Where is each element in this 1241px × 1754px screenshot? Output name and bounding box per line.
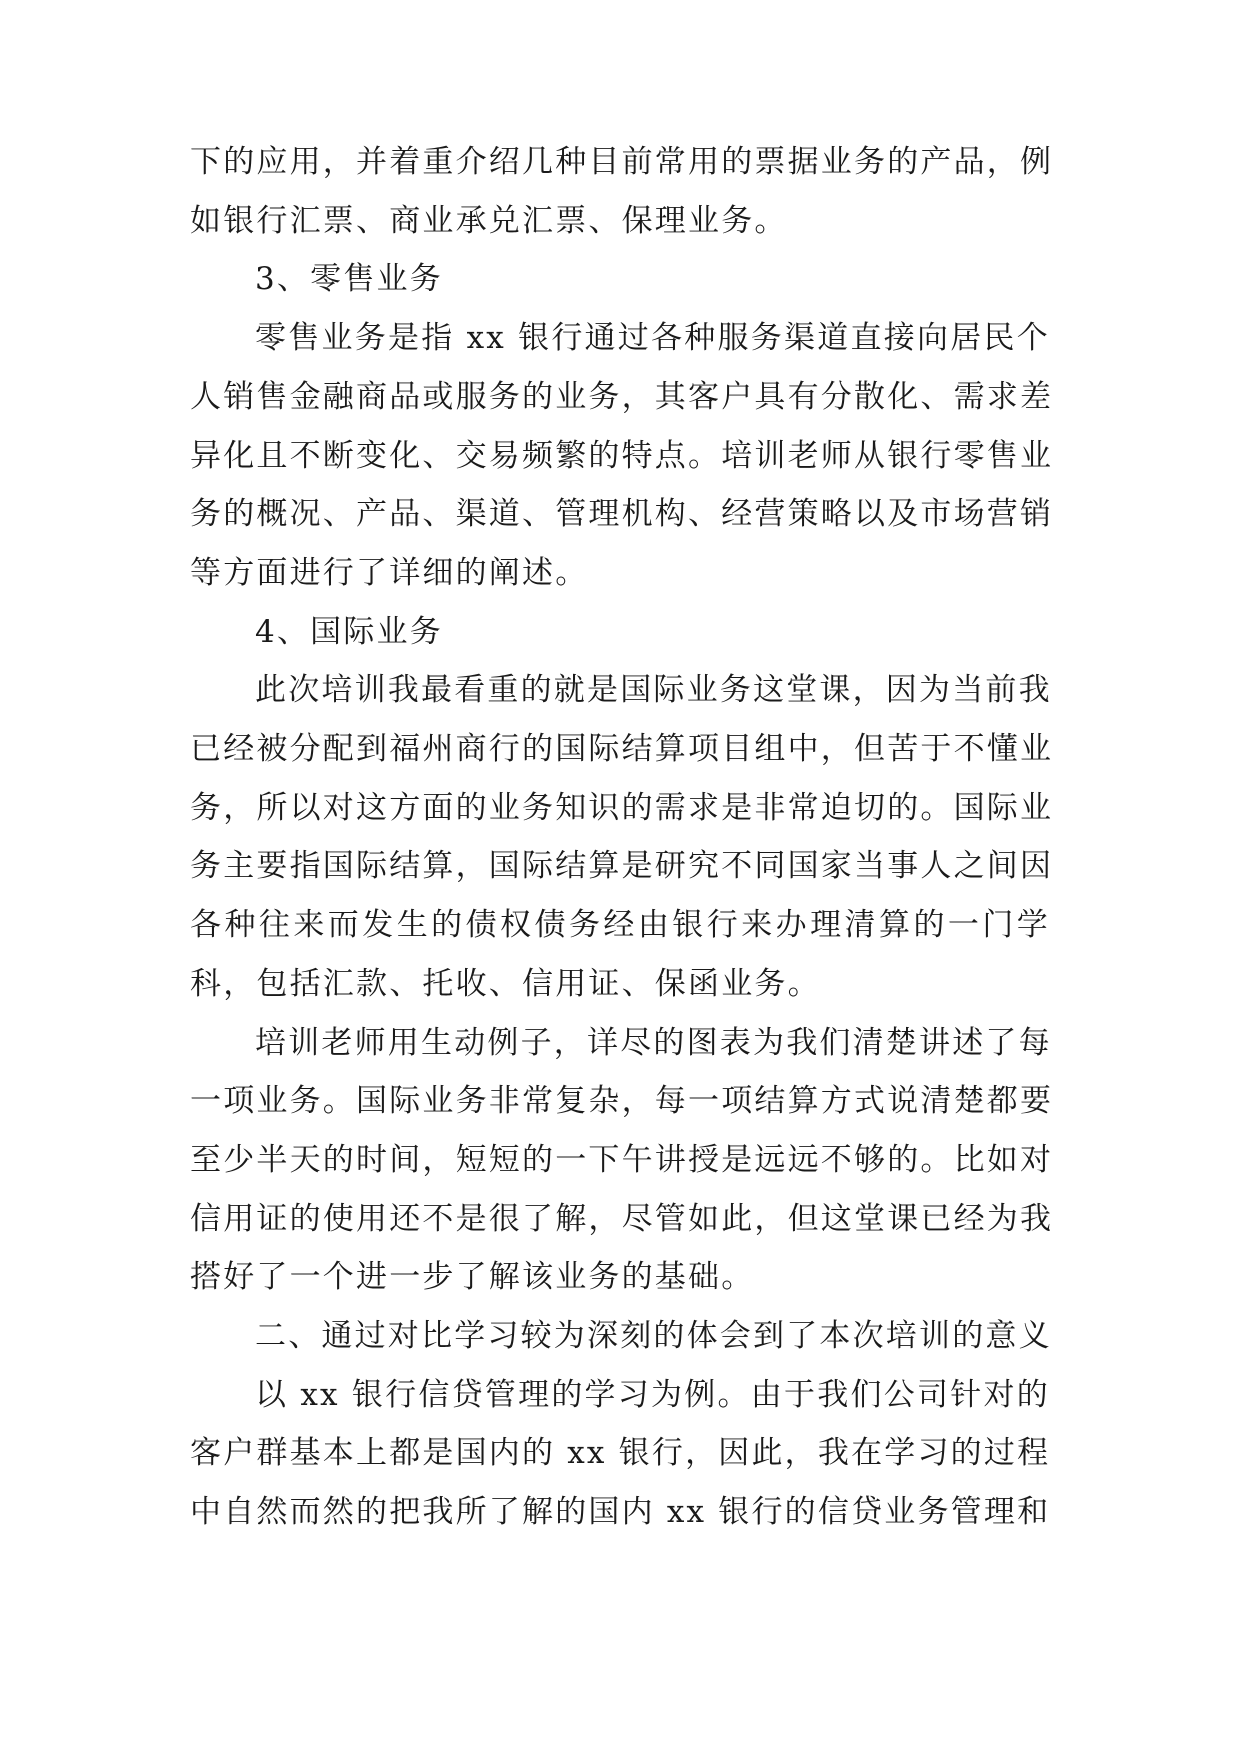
text-line: 信用证的使用还不是很了解，尽管如此，但这堂课已经为我 xyxy=(190,1200,1054,1237)
text-line: 人销售金融商品或服务的业务，其客户具有分散化、需求差 xyxy=(190,378,1054,415)
section-heading: 3、零售业务 xyxy=(255,261,443,298)
text-line: 以 xx 银行信贷管理的学习为例。由于我们公司针对的 xyxy=(255,1376,1050,1413)
text-line: 客户群基本上都是国内的 xx 银行，因此，我在学习的过程 xyxy=(190,1435,1051,1472)
text-line: 中自然而然的把我所了解的国内 xx 银行的信贷业务管理和 xyxy=(190,1494,1051,1531)
section-heading: 4、国际业务 xyxy=(255,613,443,650)
text-line: 零售业务是指 xx 银行通过各种服务渠道直接向居民个 xyxy=(255,320,1050,357)
text-line: 务主要指国际结算，国际结算是研究不同国家当事人之间因 xyxy=(190,848,1054,885)
text-line: 至少半天的时间，短短的一下午讲授是远远不够的。比如对 xyxy=(190,1141,1054,1178)
text-line: 科，包括汇款、托收、信用证、保函业务。 xyxy=(190,965,821,1002)
text-line: 务，所以对这方面的业务知识的需求是非常迫切的。国际业 xyxy=(190,789,1054,826)
text-line: 搭好了一个进一步了解该业务的基础。 xyxy=(190,1259,755,1296)
text-line: 下的应用，并着重介绍几种目前常用的票据业务的产品，例 xyxy=(190,144,1054,180)
text-line: 此次培训我最看重的就是国际业务这堂课，因为当前我 xyxy=(255,672,1052,709)
section-heading: 二、通过对比学习较为深刻的体会到了本次培训的意义 xyxy=(255,1318,1052,1354)
text-line: 一项业务。国际业务非常复杂，每一项结算方式说清楚都要 xyxy=(190,1083,1054,1120)
text-line: 培训老师用生动例子，详尽的图表为我们清楚讲述了每 xyxy=(255,1024,1052,1061)
text-line: 各种往来而发生的债权债务经由银行来办理清算的一门学 xyxy=(190,907,1050,944)
text-line: 如银行汇票、商业承兑汇票、保理业务。 xyxy=(190,202,788,239)
text-line: 异化且不断变化、交易频繁的特点。培训老师从银行零售业 xyxy=(190,437,1054,474)
text-line: 等方面进行了详细的阐述。 xyxy=(190,554,589,591)
text-line: 已经被分配到福州商行的国际结算项目组中，但苦于不懂业 xyxy=(190,731,1054,767)
text-line: 务的概况、产品、渠道、管理机构、经营策略以及市场营销 xyxy=(190,496,1054,533)
